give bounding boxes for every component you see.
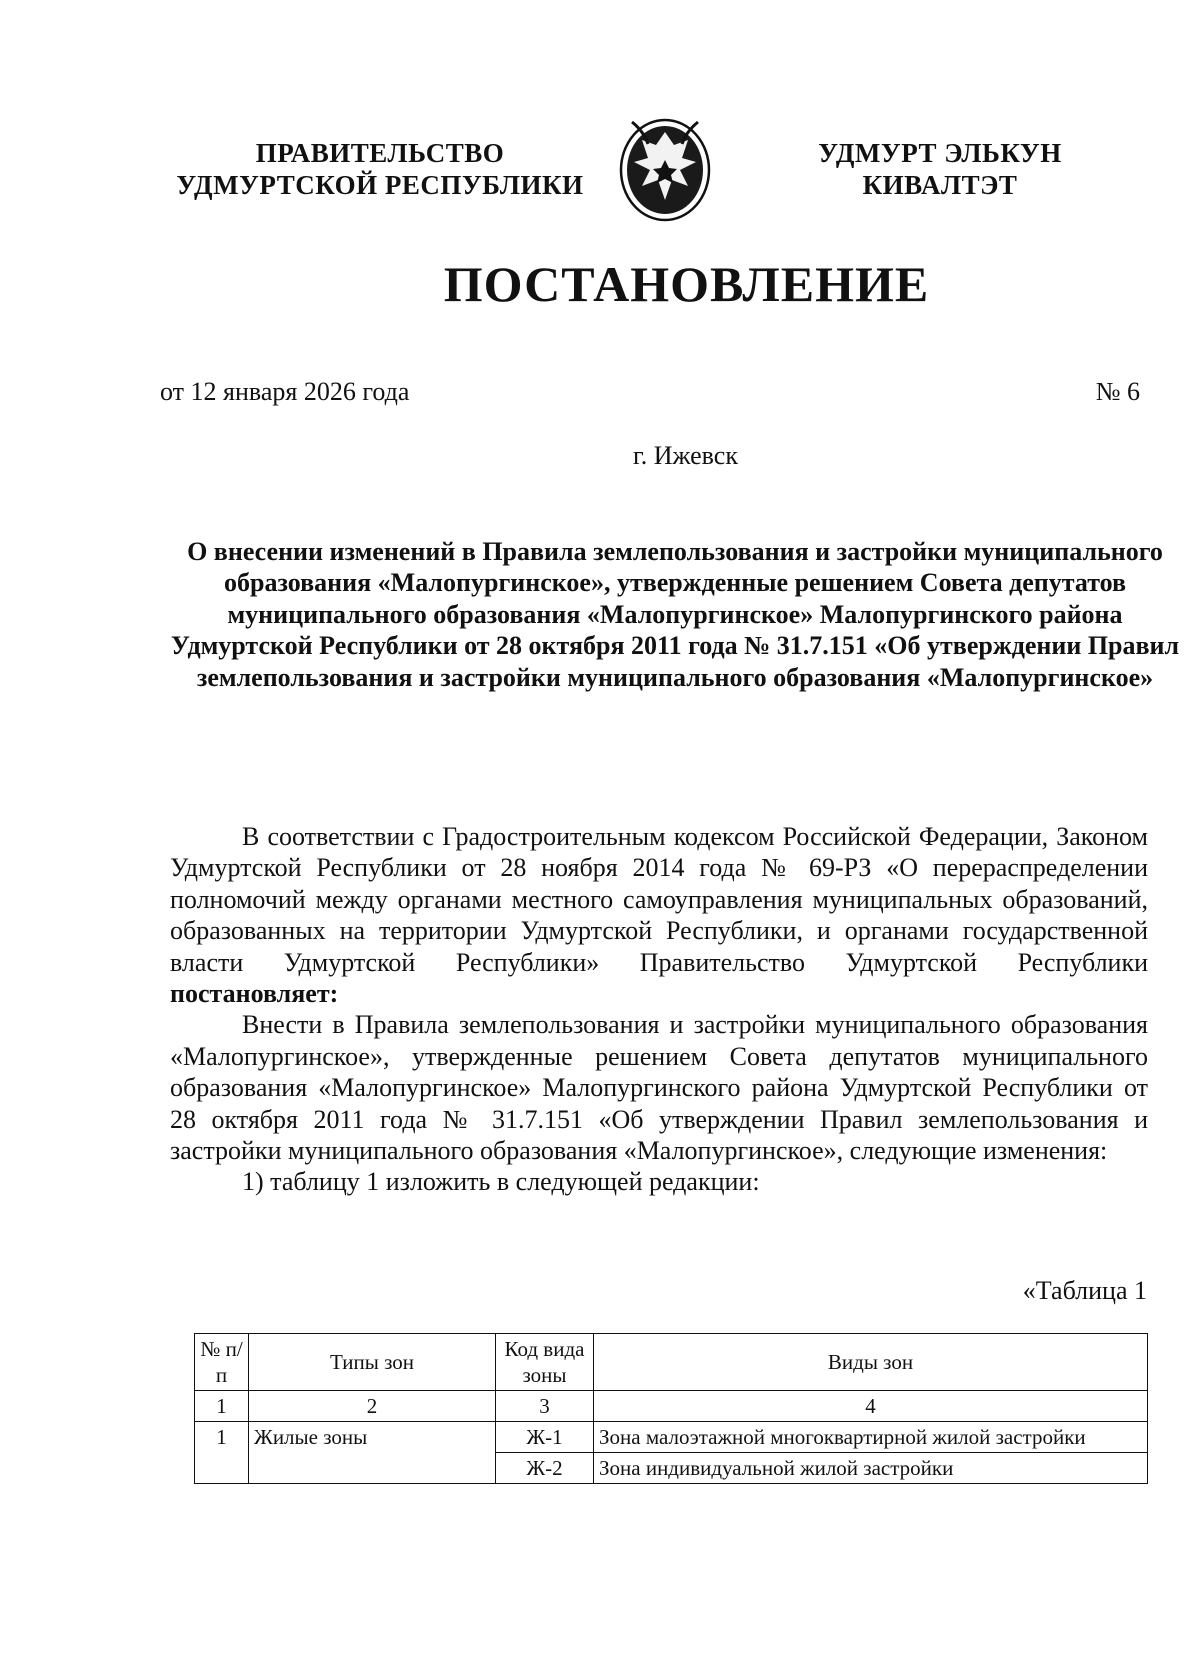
document-body <box>170 821 1148 1198</box>
header-left-line2: УДМУРТСКОЙ РЕСПУБЛИКИ <box>176 170 584 200</box>
header-right-line1: УДМУРТ ЭЛЬКУН <box>818 138 1062 168</box>
table-caption: «Таблица 1 <box>1022 1276 1147 1305</box>
row-num: 1 <box>195 1422 249 1484</box>
preamble-resolution: постановляет: <box>170 979 339 1009</box>
preamble-text: В соответствии с Градостроительным кодексом Российской Федерации, Законом Удмуртской Республики от 28 ноября 2014 года № 69-РЗ «О перераспределении полномочий между органами местного самоуправления муниципальных образований, образованных на территории Удмуртской Республики, и органами государственной власти Удмуртской Республики» Правительство Удмуртской Республики <box>170 822 1148 977</box>
colnum-4: 4 <box>594 1391 1148 1422</box>
document-subject: О внесении изменений в Правила землепользования и застройки муниципального образования «Малопургинское», утвержденные решением Совета депутатов муниципального образования «Малопургинское» Малопургинского района Удмуртской Республики от 28 октября 2011 года № 31.7.151 «Об утверждении Правил землепользования и застройки муниципального образования «Малопургинское» <box>170 537 1180 692</box>
row-zone-type: Жилые зоны <box>249 1422 496 1484</box>
colnum-3: 3 <box>496 1391 594 1422</box>
header-left-line1: ПРАВИТЕЛЬСТВО <box>255 138 505 168</box>
table-header-row <box>195 1334 1148 1391</box>
document-city: г. Ижевск <box>633 441 738 470</box>
header-right <box>790 137 1090 201</box>
document-date: от 12 января 2026 года <box>160 377 410 406</box>
row-zone-code: Ж-1 <box>496 1422 594 1453</box>
udmurt-emblem-icon <box>612 110 718 226</box>
table-row <box>195 1422 1148 1453</box>
header-left <box>150 137 610 201</box>
colnum-1: 1 <box>195 1391 249 1422</box>
zones-table <box>194 1333 1148 1484</box>
document-title: ПОСТАНОВЛЕНИЕ <box>443 256 930 312</box>
header-right-line2: КИВАЛТЭТ <box>862 170 1018 200</box>
row-zone-code: Ж-2 <box>496 1453 594 1484</box>
table-colnum-row <box>195 1391 1148 1422</box>
header-num: № п/п <box>195 1334 249 1391</box>
paragraph-item-1: 1) таблицу 1 изложить в следующей редакции: <box>242 1167 760 1197</box>
header-code: Код вида зоны <box>496 1334 594 1391</box>
header-type: Типы зон <box>249 1334 496 1391</box>
row-zone-kind: Зона индивидуальной жилой застройки <box>594 1453 1148 1484</box>
paragraph-preamble <box>170 821 1148 1009</box>
colnum-2: 2 <box>249 1391 496 1422</box>
header-kind: Виды зон <box>594 1334 1148 1391</box>
row-zone-kind: Зона малоэтажной многоквартирной жилой застройки <box>594 1422 1148 1453</box>
document-number: № 6 <box>1095 377 1140 406</box>
paragraph-amendment: Внести в Правила землепользования и застройки муниципального образования «Малопургинское», утвержденные решением Совета депутатов муниципального образования «Малопургинское» Малопургинского района Удмуртской Республики от 28 октября 2011 года № 31.7.151 «Об утверждении Правил землепользования и застройки муниципального образования «Малопургинское», следующие изменения: <box>170 1010 1148 1166</box>
